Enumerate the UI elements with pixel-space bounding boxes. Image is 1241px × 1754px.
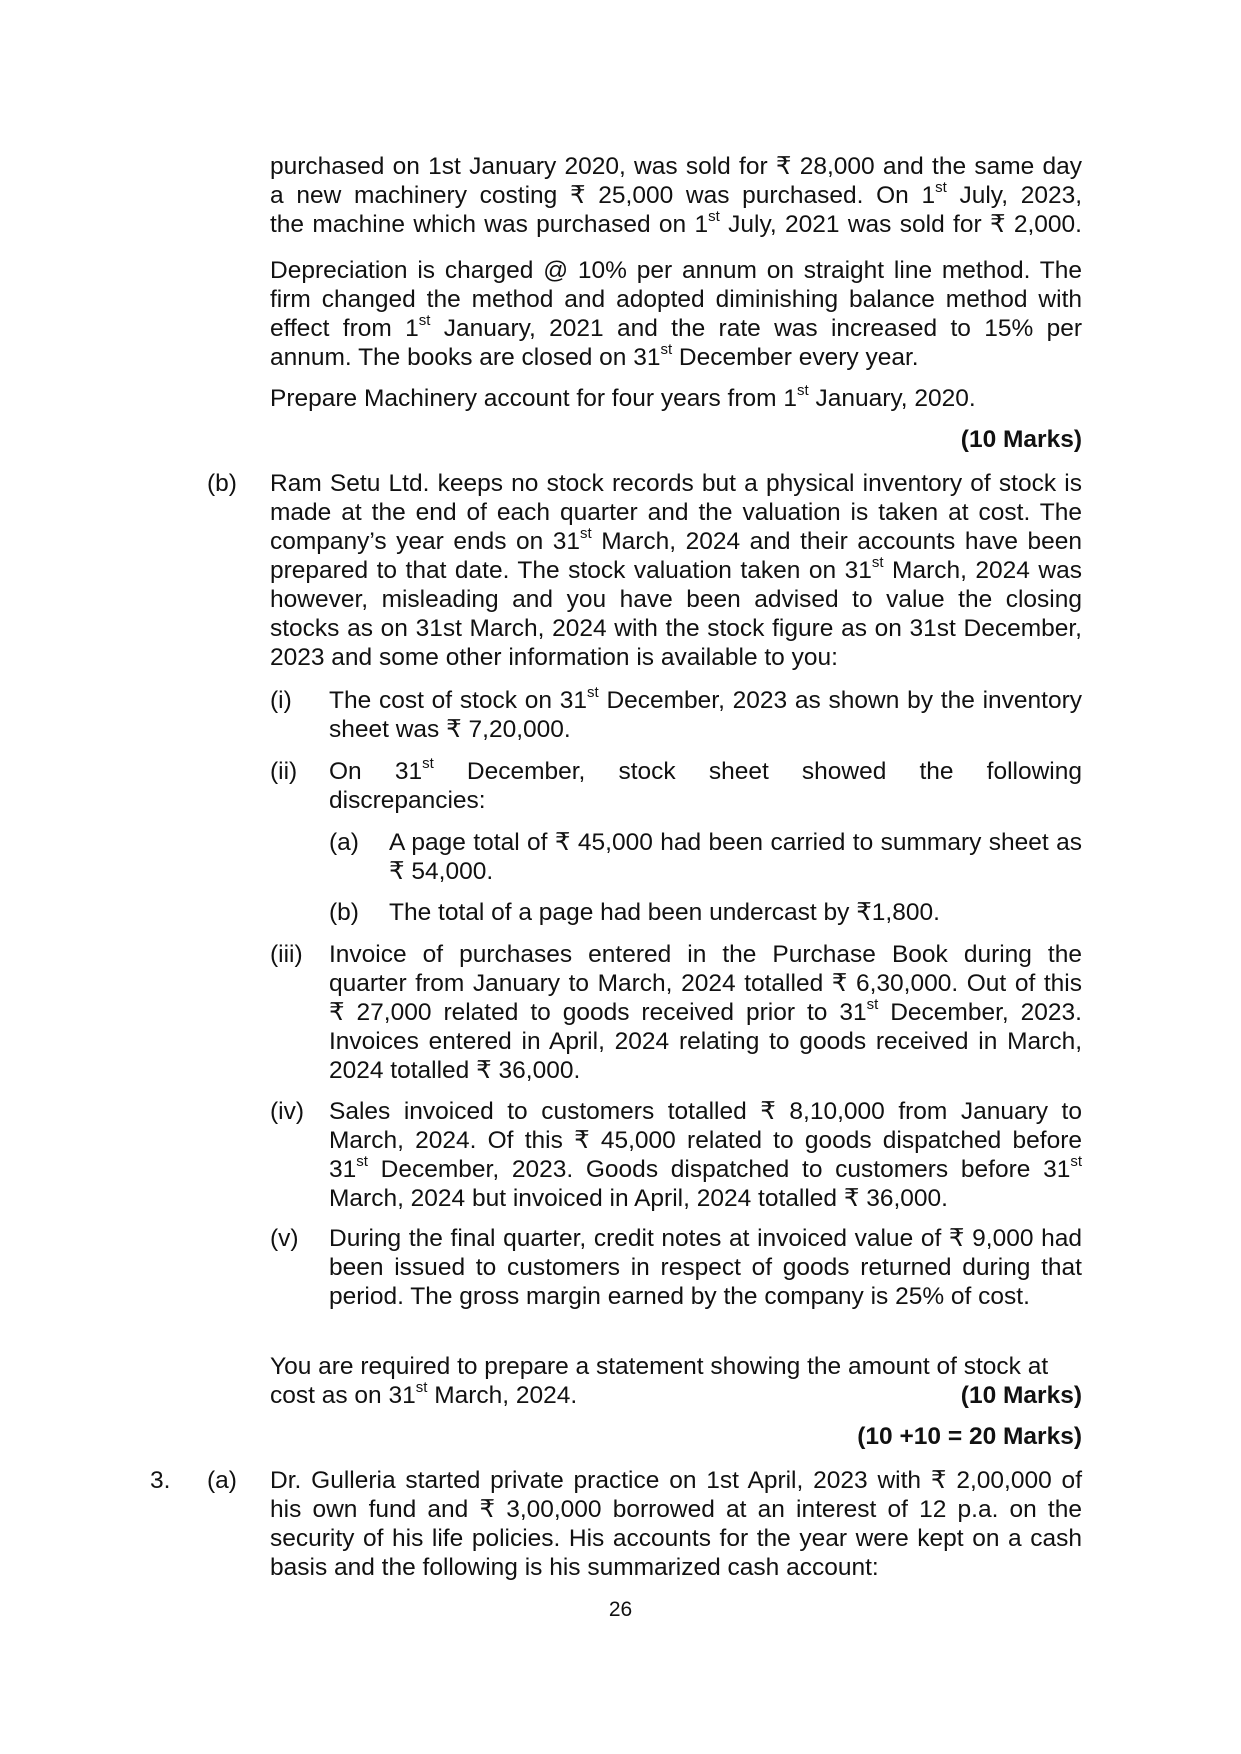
item-ii-a-text: A page total of ₹ 45,000 had been carried to summary sheet as ₹ 54,000. [389, 829, 1082, 885]
item-ii-text-2: discrepancies: [329, 787, 486, 814]
item-v-label: (v) [270, 1225, 299, 1252]
q2a-paragraph-1: purchased on 1st January 2020, was sold for ₹ 28,000 and the same day a new machinery costing ₹ 25,000 was purchased. On 1st July, 2023, the machine which was purchased on 1st July, 2021 was sold for ₹ 2,000. [270, 153, 1083, 238]
q2a-instruction: Prepare Machinery account for four years from 1st January, 2020. [270, 381, 976, 412]
q2a-paragraph-2: Depreciation is charged @ 10% per annum on straight line method. The firm changed the method and adopted diminishing balance method with effect from 1st January, 2021 and the rate was increased to 15% per annum. The books are closed on 31st December every year. [270, 257, 1082, 371]
q2a-marks: (10 Marks) [960, 426, 1082, 453]
item-ii-label: (ii) [270, 758, 298, 785]
item-ii-b-label: (b) [329, 899, 359, 926]
item-ii-a-label: (a) [329, 829, 359, 856]
item-iv-label: (iv) [270, 1098, 305, 1125]
item-iii-text: Invoice of purchases entered in the Purchase Book during the quarter from January to March, 2024 totalled ₹ 6,30,000. Out of this ₹ 27,000 related to goods received prior to 31st December, 2023. Invoices entered in April, 2024 relating to goods received in March, 2024 totalled ₹ 36,000. [329, 941, 1082, 1084]
item-ii-text: On 31st December, stock sheet showed the following [329, 754, 1082, 785]
q3-part-label: (a) [207, 1467, 237, 1494]
item-v-text: During the final quarter, credit notes at invoiced value of ₹ 9,000 had been issued to customers in respect of goods returned during that period. The gross margin earned by the company is 25% of cost. [329, 1225, 1082, 1310]
q2-total-marks: (10 +10 = 20 Marks) [857, 1423, 1082, 1450]
item-ii-b-text: The total of a page had been undercast by ₹1,800. [389, 899, 940, 926]
page-number: 26 [608, 1598, 633, 1621]
q3-text: Dr. Gulleria started private practice on 1st April, 2023 with ₹ 2,00,000 of his own fund and ₹ 3,00,000 borrowed at an interest of 12 p.a. on the security of his life policies. His accounts for the year were kept on a cash basis and the following is his summarized cash account: [270, 1467, 1082, 1581]
item-iii-label: (iii) [270, 941, 303, 968]
q2b-label: (b) [207, 470, 237, 497]
item-i-label: (i) [270, 687, 292, 714]
q2b-intro: Ram Setu Ltd. keeps no stock records but a physical inventory of stock is made at the end of each quarter and the valuation is taken at cost. The company’s year ends on 31st March, 2024 and their accounts have been prepared to that date. The stock valuation taken on 31st March, 2024 was however, misleading and you have been advised to value the closing stocks as on 31st March, 2024 with the stock figure as on 31st December, 2023 and some other information is available to you: [270, 470, 1082, 671]
q3-number: 3. [150, 1467, 171, 1494]
q2b-closing: You are required to prepare a statement showing the amount of stock at cost as on 31st March, 2024. (10 Marks) [270, 1353, 1082, 1409]
q2b-marks: (10 Marks) [960, 1382, 1082, 1409]
item-i-text: The cost of stock on 31st December, 2023 as shown by the inventory sheet was ₹ 7,20,000. [329, 683, 1082, 743]
item-iv-text: Sales invoiced to customers totalled ₹ 8,10,000 from January to March, 2024. Of this ₹ 45,000 related to goods dispatched before 31st December, 2023. Goods dispatched to customers before 31st March, 2024 but invoiced in April, 2024 totalled ₹ 36,000. [329, 1098, 1082, 1212]
